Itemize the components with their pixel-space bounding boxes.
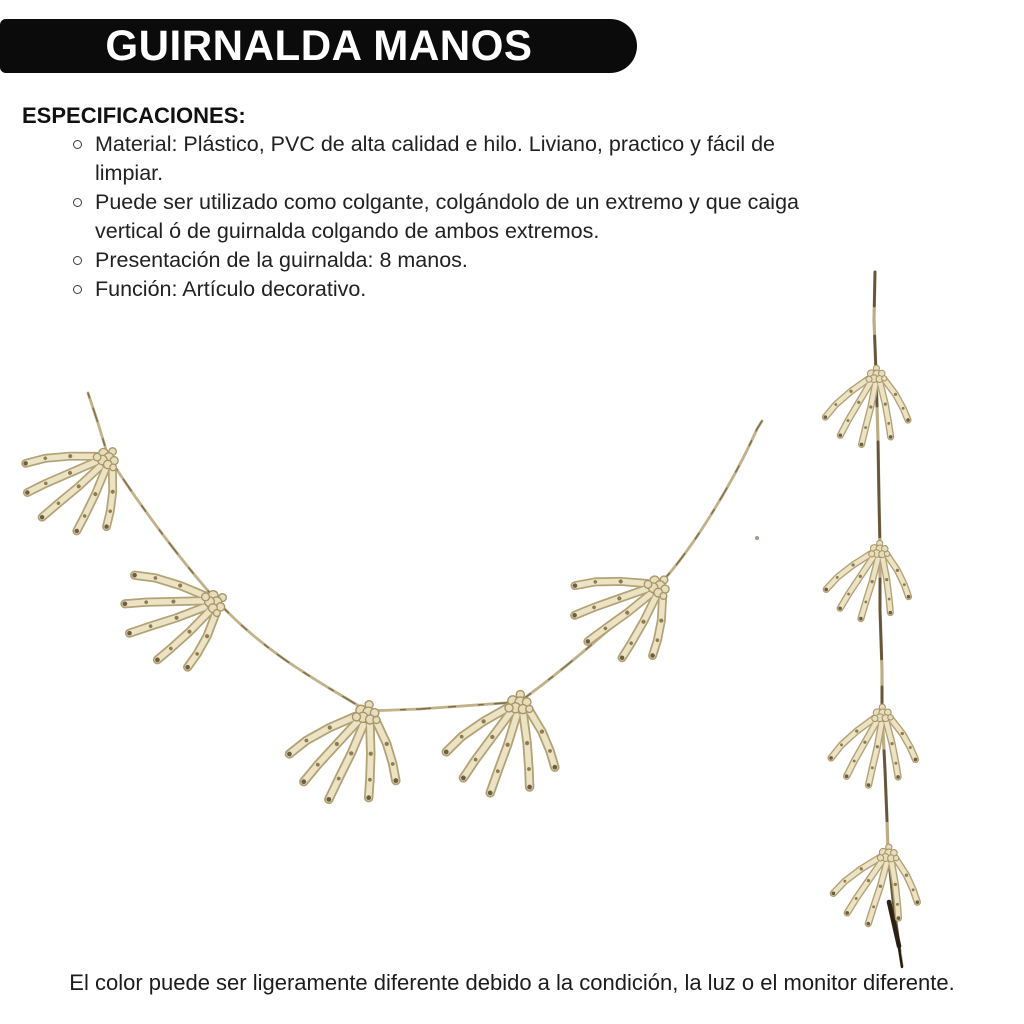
page-title: GUIRNALDA MANOS bbox=[104, 21, 533, 70]
vertical-strand-photo bbox=[821, 272, 926, 967]
skeleton-hand bbox=[828, 837, 927, 932]
skeleton-hand bbox=[822, 362, 914, 450]
list-item-text: Función: Artículo decorativo. bbox=[95, 277, 367, 301]
list-item-text: Material: Plástico, PVC de alta calidad e hilo. Liviano, practico y fácil de limpiar. bbox=[95, 132, 775, 185]
list-item-text: Puede ser utilizado como colgante, colgándolo de un extremo y que caiga vertical ó de guirnalda colgando de ambos extremos. bbox=[95, 190, 799, 243]
skeleton-hand bbox=[438, 679, 570, 806]
specifications-heading: ESPECIFICACIONES: bbox=[22, 103, 246, 128]
list-item-text: Presentación de la guirnalda: 8 manos. bbox=[95, 248, 468, 272]
garland-photo bbox=[3, 393, 762, 819]
skeleton-hand bbox=[3, 409, 150, 556]
skeleton-hand bbox=[821, 534, 917, 626]
skeleton-hand bbox=[828, 701, 920, 789]
skeleton-hand bbox=[277, 683, 417, 819]
photo-speck bbox=[755, 536, 759, 540]
color-disclaimer: El color puede ser ligeramente diferente debido a la condición, la luz o el monitor diferente. bbox=[69, 970, 955, 995]
skeleton-hand bbox=[103, 540, 248, 687]
